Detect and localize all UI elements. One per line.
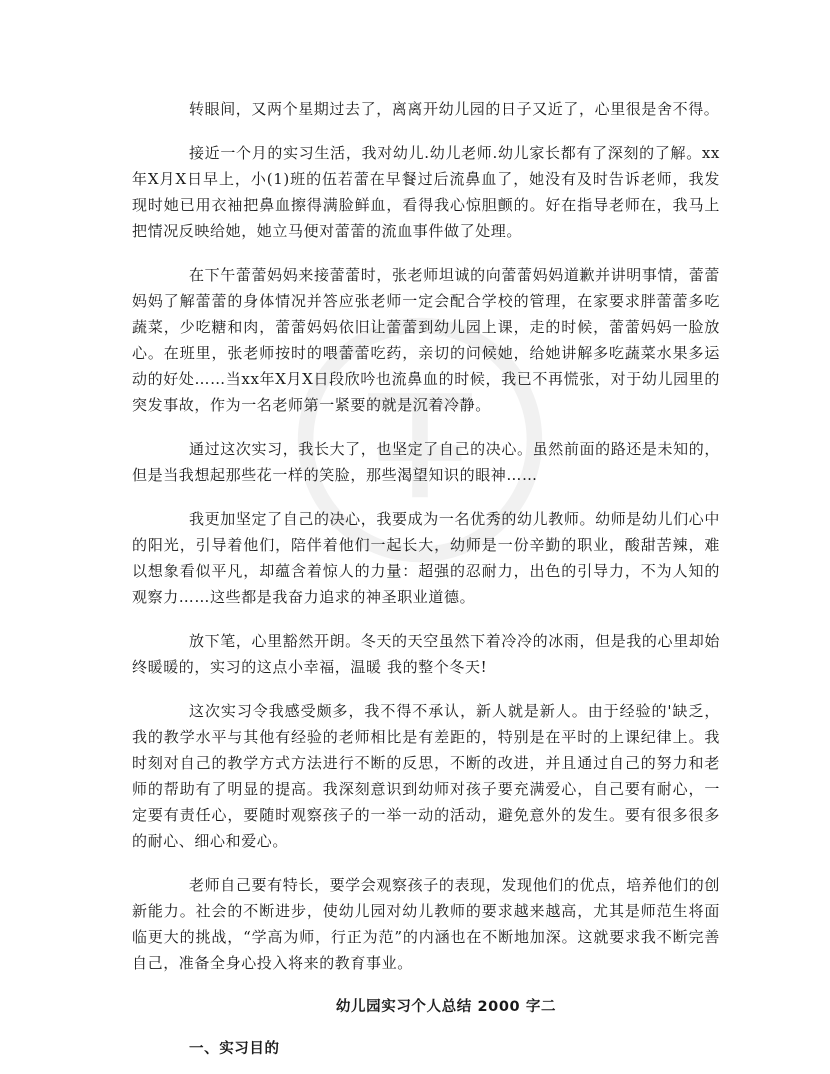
paragraph: 我更加坚定了自己的决心，我要成为一名优秀的幼儿教师。幼师是幼儿们心中的阳光，引导着他们，陪伴着他们一起长大，幼师是一份辛勤的职业，酸甜苦辣，难以想象看似平凡，却蕴含着惊人的力量：超强的忍耐力，出色的引导力，不为人知的观察力……这些都是我奋力追求的神圣职业道德。	[132, 510, 720, 606]
section-subheading: 一、实习目的	[189, 1041, 280, 1057]
paragraph: 通过这次实习，我长大了，也坚定了自己的决心。虽然前面的路还是未知的，但是当我想起那些花一样的笑脸，那些渴望知识的眼神……	[132, 440, 720, 484]
paragraph: 这次实习令我感受颇多，我不得不承认，新人就是新人。由于经验的'缺乏，我的教学水平与其他有经验的老师相比是有差距的，特别是在平时的上课纪律上。我时刻对自己的教学方式方法进行不断的反思，不断的改进，并且通过自己的努力和老师的帮助有了明显的提高。我深刻意识到幼师对孩子要充满爱心，自己要有耐心，一定要有责任心，要随时观察孩子的一举一动的活动，避免意外的发生。要有很多很多的耐心、细心和爱心。	[132, 702, 720, 850]
paragraph: 转眼间，又两个星期过去了，离离开幼儿园的日子又近了，心里很是舍不得。	[189, 100, 720, 118]
paragraph: 在下午蕾蕾妈妈来接蕾蕾时，张老师坦诚的向蕾蕾妈妈道歉并讲明事情，蕾蕾妈妈了解蕾蕾的身体情况并答应张老师一定会配合学校的管理，在家要求胖蕾蕾多吃蔬菜，少吃糖和肉，蕾蕾妈妈依旧让蕾蕾到幼儿园上课，走的时候，蕾蕾妈妈一脸放心。在班里，张老师按时的喂蕾蕾吃药，亲切的问候她，给她讲解多吃蔬菜水果多运动的好处……当xx年X月X日段欣吟也流鼻血的时候，我已不再慌张，对于幼儿园里的突发事故，作为一名老师第一紧要的就是沉着冷静。	[132, 266, 720, 414]
document-body	[132, 96, 720, 1062]
paragraph: 老师自己要有特长，要学会观察孩子的表现，发现他们的优点，培养他们的创新能力。社会的不断进步，使幼儿园对幼儿教师的要求越来越高，尤其是师范生将面临更大的挑战，“学高为师，行正为范”的内涵也在不断地加深。这就要求我不断完善自己，准备全身心投入将来的教育事业。	[132, 876, 720, 972]
section-heading: 幼儿园实习个人总结 2000 字二	[335, 999, 557, 1015]
paragraph: 接近一个月的实习生活，我对幼儿.幼儿老师.幼儿家长都有了深刻的了解。xx年X月X日早上，小(1)班的伍若蕾在早餐过后流鼻血了，她没有及时告诉老师，我发现时她已用衣袖把鼻血擦得满脸鲜血，看得我心惊胆颤的。好在指导老师在，我马上把情况反映给她，她立马便对蕾蕾的流血事件做了处理。	[132, 144, 720, 240]
paragraph: 放下笔，心里豁然开朗。冬天的天空虽然下着冷冷的冰雨，但是我的心里却始终暖暖的，实习的这点小幸福，温暖 我的整个冬天!	[132, 632, 720, 676]
